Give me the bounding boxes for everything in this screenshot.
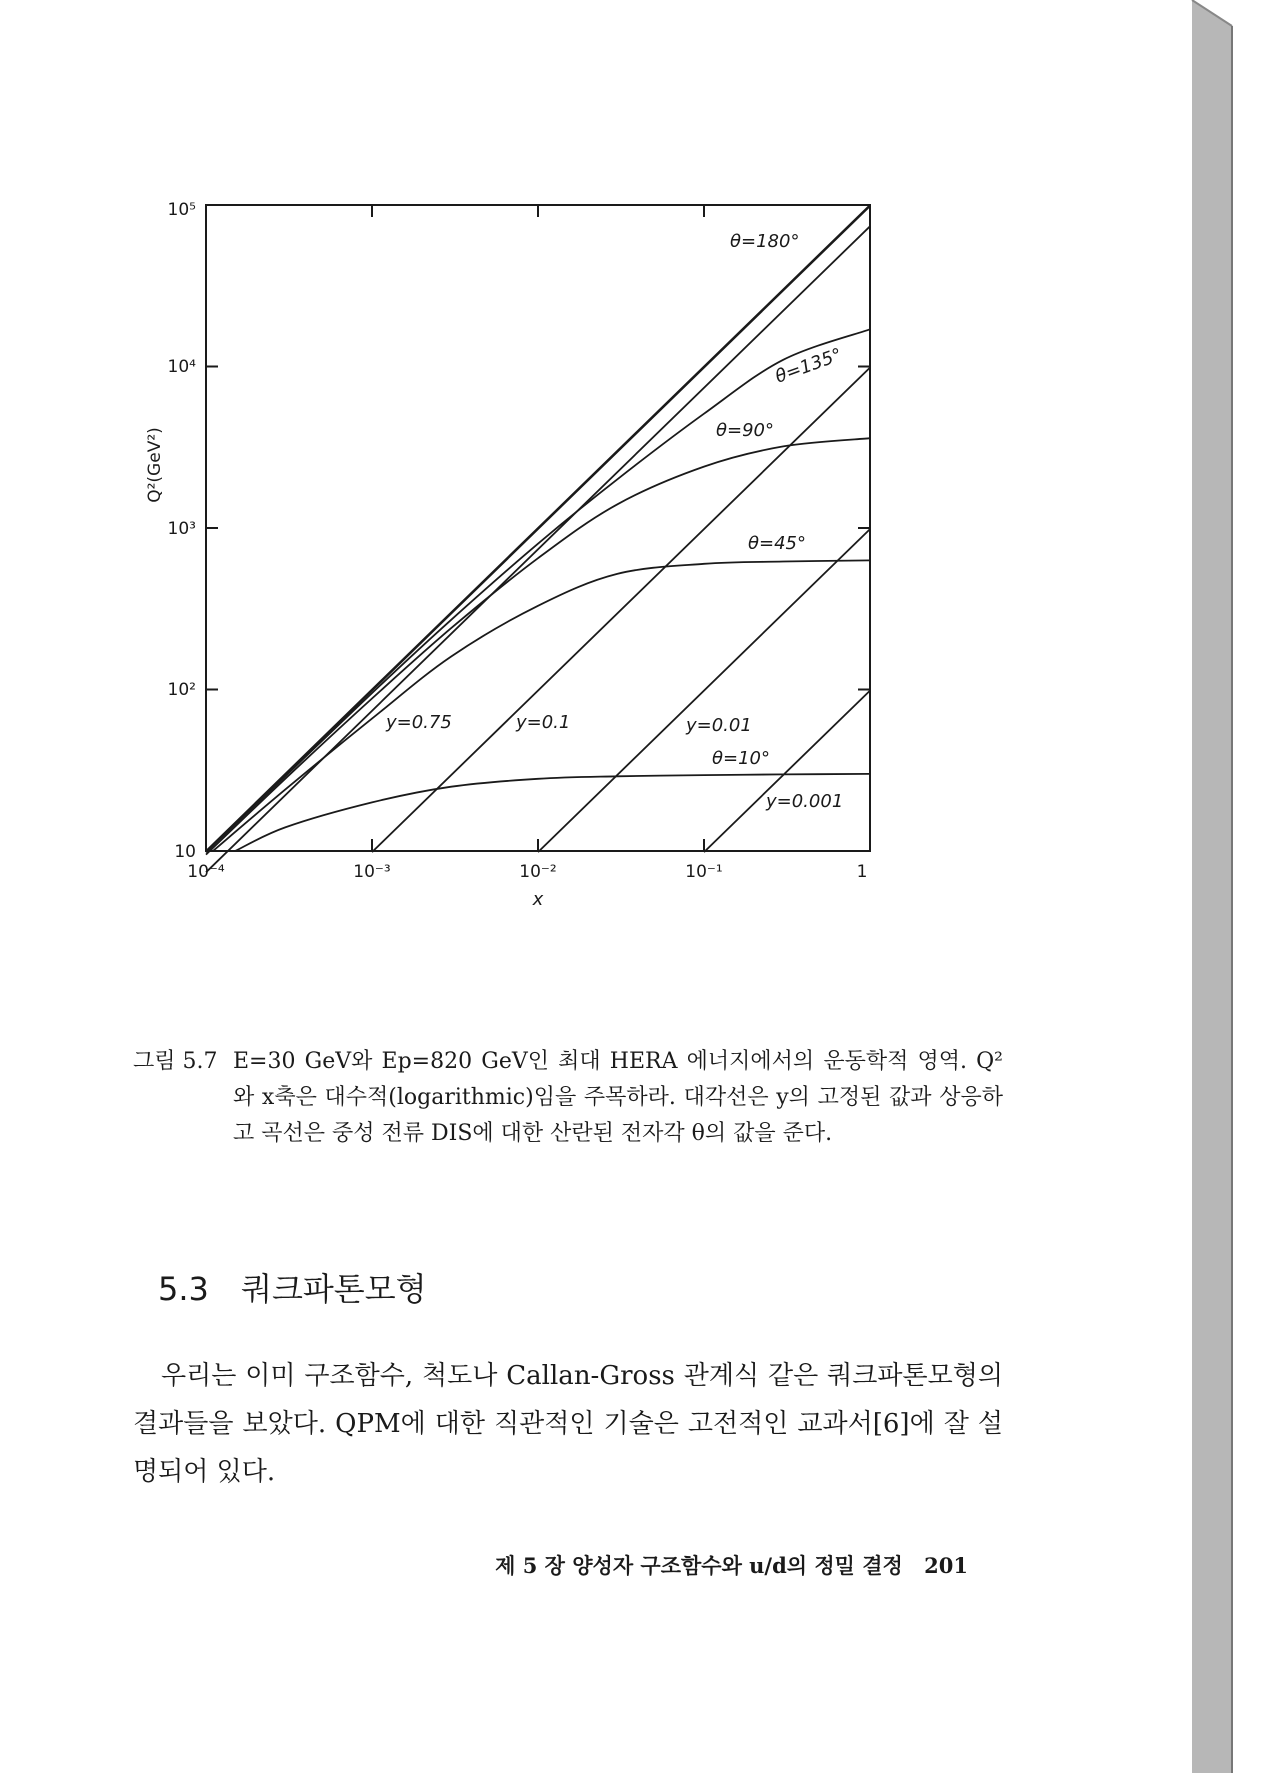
label-theta-45: θ=45°: [748, 533, 806, 554]
label-theta-180: θ=180°: [730, 231, 800, 252]
page-edge-shadow: [1192, 0, 1271, 1773]
label-y-001: y=0.01: [686, 715, 752, 736]
section-heading: [158, 1264, 427, 1310]
label-y-0001: y=0.001: [766, 791, 844, 812]
label-theta-90: θ=90°: [716, 420, 774, 441]
y-axis-label: Q²(GeV²): [145, 427, 165, 503]
caption-text: E=30 GeV와 Ep=820 GeV인 최대 HERA 에너지에서의 운동학적 영역. Q²와 x축은 대수적(logarithmic)임을 주목하라. 대각선은 y의 고정된 값과 상응하고 곡선은 중성 전류 DIS에 대한 산란된 전자각 θ의 값을 준다.: [233, 1049, 1003, 1146]
x-tick-label-5: 1: [856, 862, 868, 882]
page-number: 201: [924, 1553, 968, 1578]
caption-label: 그림 5.7: [133, 1049, 218, 1074]
footer-chapter: 제 5 장 양성자 구조함수와 u/d의 정밀 결정: [495, 1553, 903, 1578]
figure-caption: [133, 1044, 1003, 1152]
body-paragraph: 우리는 이미 구조함수, 척도나 Callan-Gross 관계식 같은 쿼크파톤모형의 결과들을 보았다. QPM에 대한 직관적인 기술은 고전적인 교과서[6]에 잘 설명되어 있다.: [133, 1361, 1003, 1487]
series-line-5: [206, 205, 870, 851]
y-tick-label-1: 10: [174, 842, 196, 862]
x-tick-label-2: 10⁻³: [353, 862, 391, 882]
y-tick-label-2: 10²: [167, 680, 196, 700]
x-tick-label-4: 10⁻¹: [685, 862, 723, 882]
series-line-9: [235, 774, 870, 851]
label-theta-135: θ=135°: [772, 344, 845, 388]
x-tick-label-1: 10⁻⁴: [187, 862, 225, 882]
y-tick-label-5: 10⁵: [167, 200, 196, 220]
section-title: 쿼크파톤모형: [241, 1270, 427, 1308]
series-line-2: [372, 368, 870, 852]
kinematic-region-chart: [145, 200, 910, 910]
y-tick-label-3: 10³: [167, 519, 196, 539]
x-tick-label-3: 10⁻²: [519, 862, 557, 882]
label-theta-10: θ=10°: [712, 748, 770, 769]
section-number: 5.3: [158, 1270, 209, 1308]
x-axis-label: x: [532, 889, 544, 910]
label-y-075: y=0.75: [386, 712, 452, 733]
running-footer: [468, 1550, 968, 1580]
label-y-01: y=0.1: [516, 712, 571, 733]
y-tick-label-4: 10⁴: [167, 357, 196, 377]
